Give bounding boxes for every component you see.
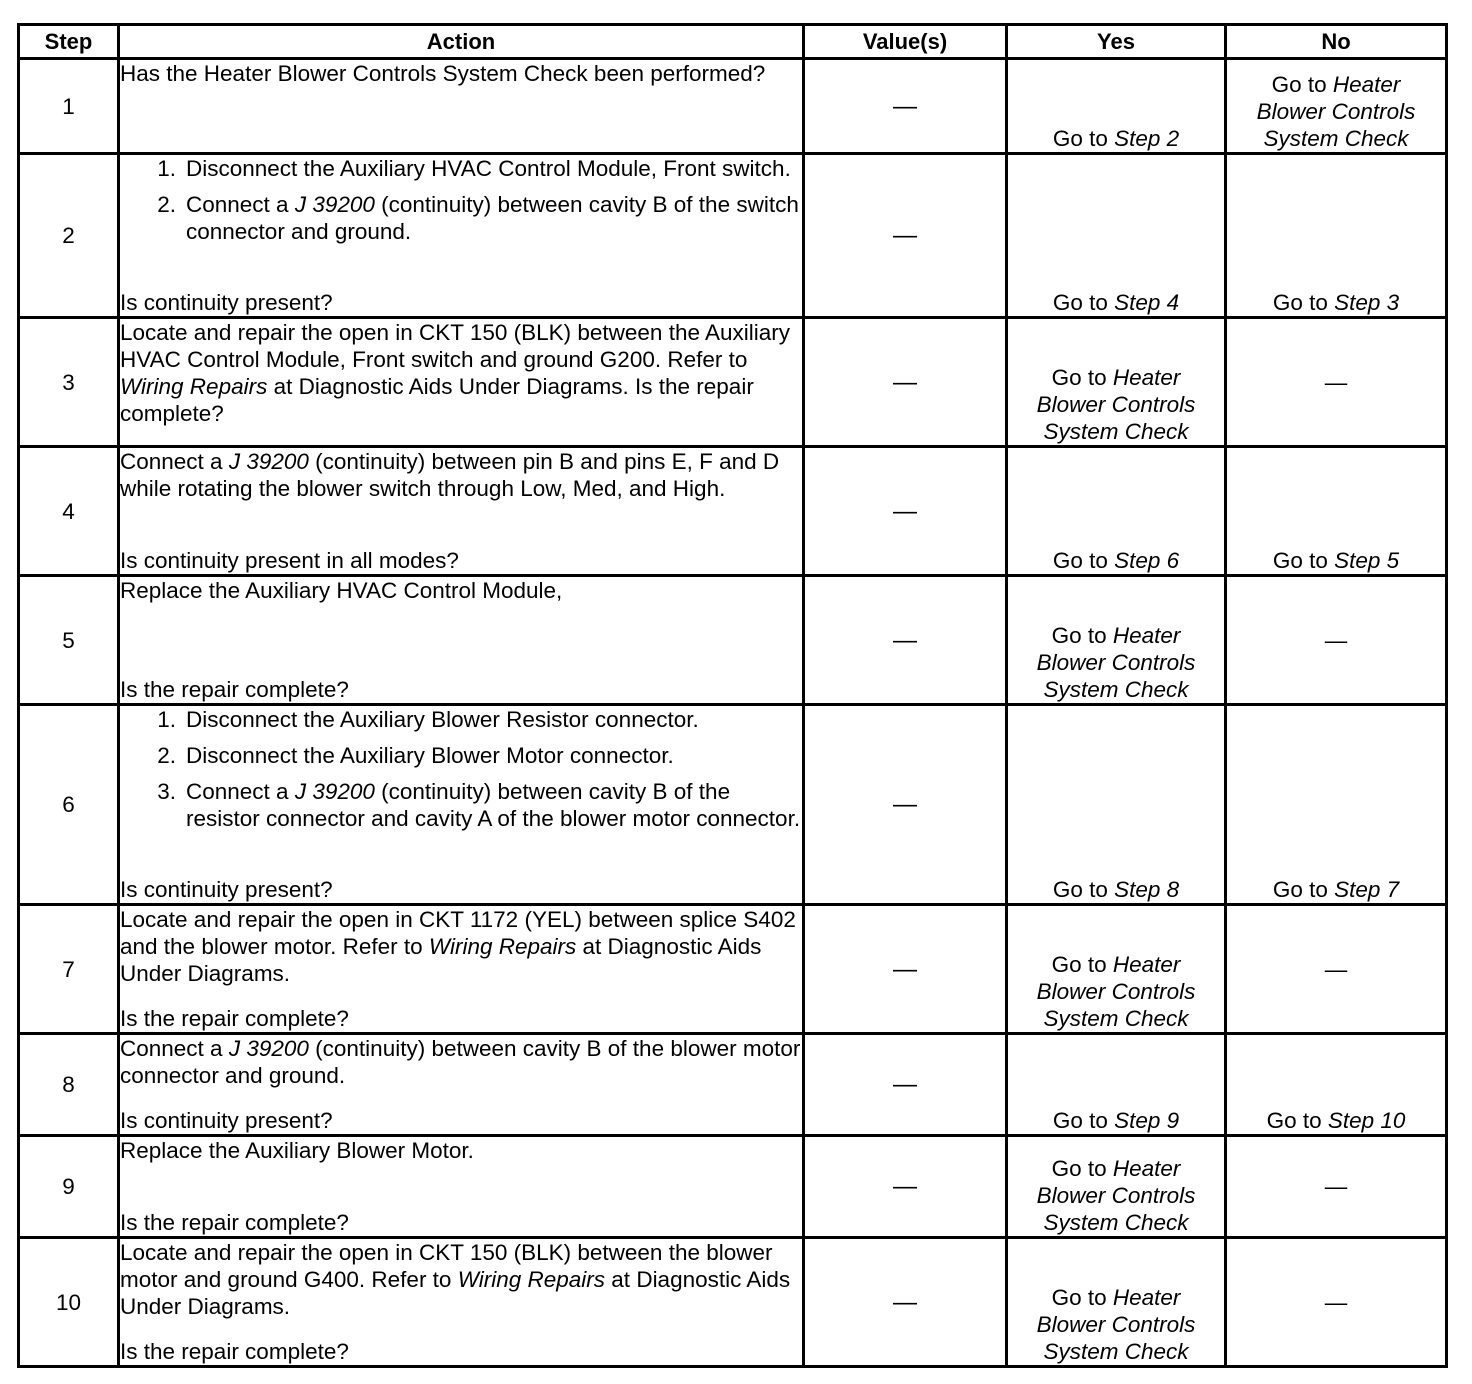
list-item: 2. Disconnect the Auxiliary Blower Motor connector. [157, 743, 674, 768]
yes-link-line1[interactable]: Heater [1112, 952, 1181, 977]
step-number: 7 [19, 905, 119, 1034]
yes-step-link[interactable]: Step 4 [1114, 290, 1180, 315]
action-cell [119, 705, 804, 905]
wiring-repairs-ref[interactable]: Wiring Repairs [457, 1267, 606, 1292]
values-cell: — [804, 576, 1007, 705]
action-cell: Locate and repair the open in CKT 150 (BLK) between the Auxiliary HVAC Control Module, Front switch and ground G200. Refer to Wiring Repairs at Diagnostic Aids Under Diagrams. Is the repair complete? [119, 318, 804, 447]
values-cell: — [804, 1238, 1007, 1367]
action-cell: Connect a J 39200 (continuity) between pin B and pins E, F and D while rotating the blower switch through Low, Med, and High. Is continuity present in all modes? [119, 447, 804, 576]
action-question: Is the repair complete? [120, 1339, 349, 1364]
no-step-link[interactable]: Step 3 [1334, 290, 1400, 315]
table-row [19, 905, 1447, 1034]
list-item: 1. Disconnect the Auxiliary Blower Resistor connector. [157, 707, 699, 732]
table-row [19, 1034, 1447, 1136]
step-number: 8 [19, 1034, 119, 1136]
no-step-link[interactable]: Step 10 [1327, 1108, 1406, 1133]
yes-link-line2[interactable]: Blower Controls [1036, 1183, 1196, 1208]
no-cell: — [1226, 1238, 1447, 1367]
yes-link-line2[interactable]: Blower Controls [1036, 392, 1196, 417]
no-link-line1[interactable]: Heater [1332, 72, 1401, 97]
step-number: 4 [19, 447, 119, 576]
no-cell: — [1226, 905, 1447, 1034]
yes-step-link[interactable]: Step 8 [1114, 877, 1180, 902]
header-yes: Yes [1007, 25, 1226, 59]
action-steps [120, 706, 802, 841]
yes-link-line3[interactable]: System Check [1043, 677, 1189, 702]
table-row [19, 705, 1447, 905]
yes-cell: Go to Step 9 [1007, 1034, 1226, 1136]
action-question: Is the repair complete? [120, 1210, 349, 1235]
tool-name: J 39200 [294, 779, 375, 804]
action-cell: Connect a J 39200 (continuity) between cavity B of the blower motor connector and ground. Is continuity present? [119, 1034, 804, 1136]
tool-name: J 39200 [228, 449, 309, 474]
list-item: 3. Connect a J 39200 (continuity) between cavity B of the resistor connector and cavity A of the blower motor connector. [157, 779, 801, 831]
values-cell: — [804, 1136, 1007, 1238]
table-row [19, 576, 1447, 705]
table-row [19, 447, 1447, 576]
list-item: 2. Connect a J 39200 (continuity) between cavity B of the switch connector and ground. [157, 192, 799, 244]
yes-link-line2[interactable]: Blower Controls [1036, 1312, 1196, 1337]
step-number: 9 [19, 1136, 119, 1238]
action-question: Is the repair complete? [120, 1006, 349, 1031]
yes-link-line1[interactable]: Heater [1112, 623, 1181, 648]
no-step-link[interactable]: Step 7 [1334, 877, 1400, 902]
values-cell: — [804, 905, 1007, 1034]
yes-link-line2[interactable]: Blower Controls [1036, 979, 1196, 1004]
yes-prefix: Go to [1052, 126, 1115, 151]
action-cell [119, 59, 804, 154]
yes-step-link[interactable]: Step 2 [1114, 126, 1180, 151]
yes-link-line3[interactable]: System Check [1043, 1006, 1189, 1031]
yes-step-link[interactable]: Step 9 [1114, 1108, 1180, 1133]
wiring-repairs-ref[interactable]: Wiring Repairs [428, 934, 577, 959]
action-text: Has the Heater Blower Controls System Check been performed? [120, 61, 766, 86]
action-cell [119, 1136, 804, 1238]
table-row [19, 59, 1447, 154]
step-number: 2 [19, 154, 119, 318]
no-link-line3[interactable]: System Check [1263, 126, 1409, 151]
step-number: 3 [19, 318, 119, 447]
values-cell: — [804, 59, 1007, 154]
values-cell: — [804, 1034, 1007, 1136]
no-prefix: Go to [1271, 72, 1333, 97]
no-link-line2[interactable]: Blower Controls [1256, 99, 1416, 124]
yes-link-line1[interactable]: Heater [1112, 1156, 1181, 1181]
no-cell: Go to Step 10 [1226, 1034, 1447, 1136]
no-cell [1226, 59, 1447, 154]
yes-link-line3[interactable]: System Check [1043, 419, 1189, 444]
action-text: Replace the Auxiliary HVAC Control Module, [120, 578, 563, 603]
yes-link-line3[interactable]: System Check [1043, 1339, 1189, 1364]
yes-cell: Go to Heater Blower Controls System Check [1007, 1136, 1226, 1238]
step-number: 1 [19, 59, 119, 154]
yes-cell: Go to Heater Blower Controls System Check [1007, 576, 1226, 705]
no-cell: — [1226, 318, 1447, 447]
table-row [19, 1238, 1447, 1367]
wiring-repairs-ref[interactable]: Wiring Repairs [120, 374, 268, 399]
yes-link-line1[interactable]: Heater [1112, 1285, 1181, 1310]
values-cell: — [804, 447, 1007, 576]
no-cell: Go to Step 5 [1226, 447, 1447, 576]
action-question: Is continuity present in all modes? [120, 548, 459, 573]
action-cell: Locate and repair the open in CKT 1172 (YEL) between splice S402 and the blower motor. Refer to Wiring Repairs at Diagnostic Aids Under Diagrams. Is the repair complete? [119, 905, 804, 1034]
header-row [19, 25, 1447, 59]
step-number: 6 [19, 705, 119, 905]
no-cell: — [1226, 1136, 1447, 1238]
yes-cell: Go to Step 6 [1007, 447, 1226, 576]
yes-link-line2[interactable]: Blower Controls [1036, 650, 1196, 675]
yes-cell [1007, 59, 1226, 154]
yes-cell: Go to Step 4 [1007, 154, 1226, 318]
action-question: Is continuity present? [120, 1108, 333, 1133]
no-step-link[interactable]: Step 5 [1334, 548, 1400, 573]
action-steps [120, 155, 802, 254]
values-cell: — [804, 705, 1007, 905]
yes-cell: Go to Step 8 [1007, 705, 1226, 905]
action-cell: Locate and repair the open in CKT 150 (BLK) between the blower motor and ground G400. Refer to Wiring Repairs at Diagnostic Aids Under Diagrams. Is the repair complete? [119, 1238, 804, 1367]
action-cell [119, 576, 804, 705]
no-cell: Go to Step 3 [1226, 154, 1447, 318]
values-cell: — [804, 318, 1007, 447]
header-step: Step [19, 25, 119, 59]
yes-cell: Go to Heater Blower Controls System Check [1007, 905, 1226, 1034]
step-number: 10 [19, 1238, 119, 1367]
yes-link-line1[interactable]: Heater [1112, 365, 1181, 390]
header-action: Action [119, 25, 804, 59]
table-row [19, 318, 1447, 447]
table-row [19, 1136, 1447, 1238]
step-number: 5 [19, 576, 119, 705]
action-cell [119, 154, 804, 318]
table-row [19, 154, 1447, 318]
action-text: Replace the Auxiliary Blower Motor. [120, 1138, 474, 1163]
no-cell: Go to Step 7 [1226, 705, 1447, 905]
yes-step-link[interactable]: Step 6 [1114, 548, 1180, 573]
action-question: Is continuity present? [120, 877, 333, 902]
yes-cell: Go to Heater Blower Controls System Check [1007, 1238, 1226, 1367]
values-cell: — [804, 154, 1007, 318]
action-question: Is continuity present? [120, 290, 333, 315]
yes-link-line3[interactable]: System Check [1043, 1210, 1189, 1235]
yes-cell: Go to Heater Blower Controls System Check [1007, 318, 1226, 447]
list-item: 1. Disconnect the Auxiliary HVAC Control Module, Front switch. [157, 156, 791, 181]
diagnostic-table [17, 23, 1448, 1368]
no-cell: — [1226, 576, 1447, 705]
header-no: No [1226, 25, 1447, 59]
tool-name: J 39200 [228, 1036, 309, 1061]
header-values: Value(s) [804, 25, 1007, 59]
tool-name: J 39200 [294, 192, 375, 217]
action-question: Is the repair complete? [120, 677, 349, 702]
